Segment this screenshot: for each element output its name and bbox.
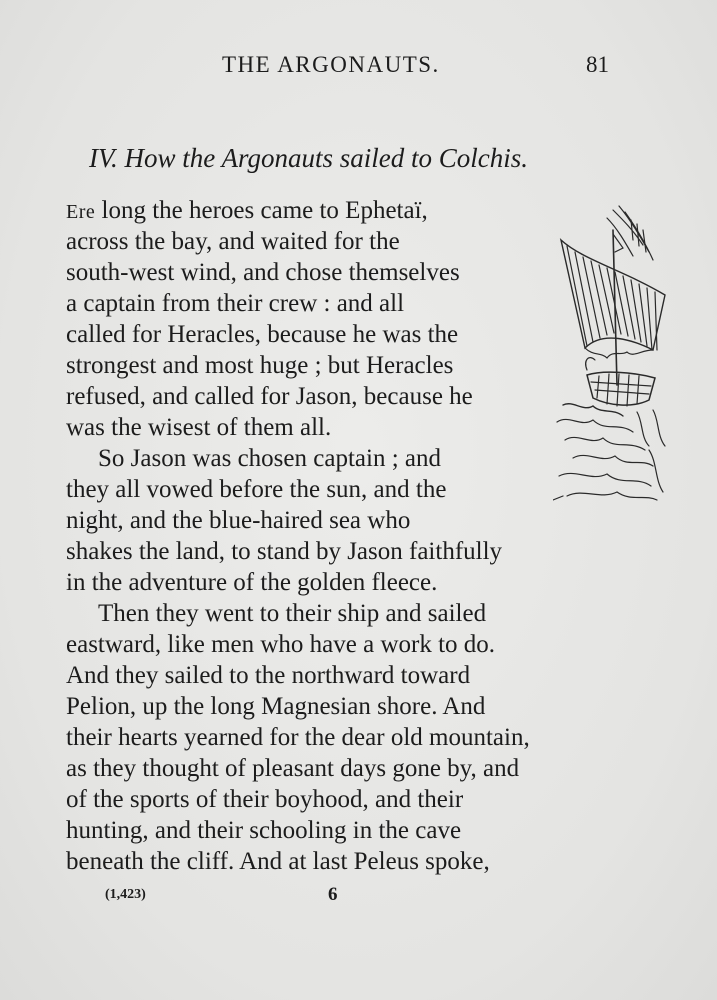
text-line: was the wisest of them all.: [66, 414, 332, 441]
drop-word: Ere: [66, 201, 96, 223]
text-line: in the adventure of the golden fleece.: [66, 569, 438, 596]
text-line: a captain from their crew : and all: [66, 290, 405, 317]
running-head: [0, 52, 717, 86]
text-line: their hearts yearned for the dear old mountain,: [66, 724, 530, 751]
text-line: Then they went to their ship and sailed: [98, 600, 487, 627]
text-line: of the sports of their boyhood, and their: [66, 786, 464, 813]
chapter-heading: IV. How the Argonauts sailed to Colchis.: [89, 143, 529, 173]
text-line: [66, 195, 428, 228]
text-line: eastward, like men who have a work to do.: [66, 631, 496, 658]
text-line: called for Heracles, because he was the: [66, 321, 459, 348]
gathering-mark: 6: [328, 884, 338, 905]
ship-icon: [553, 200, 668, 515]
text-line: And they sailed to the northward toward: [66, 662, 471, 689]
text-line: So Jason was chosen captain ; and: [98, 445, 441, 472]
text-line: Pelion, up the long Magnesian shore. And: [66, 693, 486, 720]
text-line: hunting, and their schooling in the cave: [66, 817, 462, 844]
line-text: long the heroes came to Ephetaï,: [95, 197, 428, 224]
text-line: refused, and called for Jason, because he: [66, 383, 473, 410]
running-title: THE ARGONAUTS.: [222, 52, 440, 77]
page-number: 81: [586, 52, 609, 77]
text-line: night, and the blue-haired sea who: [66, 507, 411, 534]
text-line: shakes the land, to stand by Jason faithfully: [66, 538, 503, 565]
printer-signature: (1,423): [105, 887, 146, 902]
text-line: across the bay, and waited for the: [66, 228, 400, 255]
text-line: south-west wind, and chose themselves: [66, 259, 460, 286]
text-line: strongest and most huge ; but Heracles: [66, 352, 454, 379]
text-line: beneath the cliff. And at last Peleus spoke,: [66, 848, 490, 875]
text-line: as they thought of pleasant days gone by, and: [66, 755, 520, 782]
text-line: they all vowed before the sun, and the: [66, 476, 447, 503]
